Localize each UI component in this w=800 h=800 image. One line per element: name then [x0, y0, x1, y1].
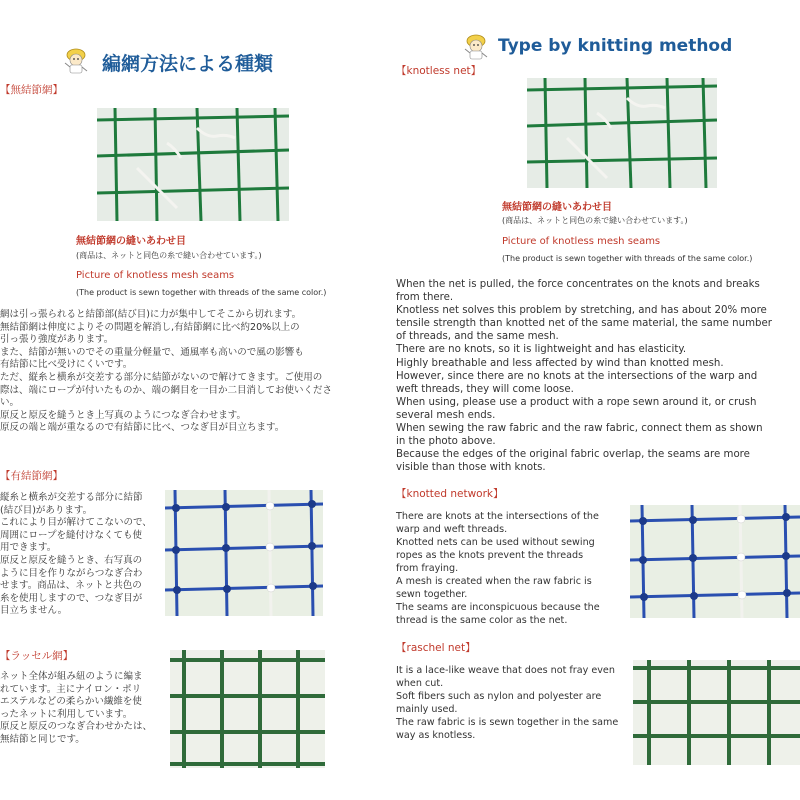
knotless-heading-en: 【knotless net】	[396, 65, 482, 77]
raschel-text-en: It is a lace-like weave that does not fray even when cut. Soft fibers such as nylon and polyester are mainly used. The raw fabric is is sewn together in the same way as knotless.	[396, 665, 619, 741]
knotless-caption-en-left: Picture of knotless mesh seams	[76, 270, 235, 281]
knotted-net-photo-right	[630, 505, 800, 618]
knotted-heading-en: 【knotted network】	[396, 488, 504, 500]
knotless-heading-jp: 【無結節網】	[0, 84, 63, 96]
knotless-caption-note-jp-right: (商品は、ネットと同色の糸で縫い合わせています。)	[502, 216, 688, 225]
mascot-icon	[462, 32, 490, 62]
knotless-text-en: When the net is pulled, the force concentrates on the knots and breaks from there. Knotless net solves this problem by stretching, and has about 20% more tensile strength than knotted net of the same material, the same number of threads, and the same mesh. There are no knots, so it is lightweight and has elasticity. Highly breathable and less affected by wind than knotted mesh. However, since there are no knots at the intersections of the warp and weft threads, they will come loose. When using, please use a product with a rope sewn around it, or crush several mesh ends. When sewing the raw fabric and the raw fabric, connect them as shown in the photo above. Because the edges of the original fabric overlap, the seams are more visible than those with knots.	[396, 279, 772, 474]
knotted-net-photo-left	[165, 490, 323, 616]
page-title-en: Type by knitting method	[498, 36, 733, 56]
knotless-caption-en-note: (The product is sewn together with threads of the same color.)	[502, 254, 753, 263]
raschel-text-jp: ネット全体が組み紐のように編ま れています。主にナイロン・ポリ エステルなどの柔らかい繊維を使 ったネットに利用しています。 原反と原反のつなぎ合わせかたは、 無結節と同じです。	[0, 671, 153, 745]
knotless-caption-jp-right: 無結節網の縫いあわせ目	[502, 202, 612, 213]
knotless-text-jp: 網は引っ張られると結節部(結び目)に力が集中してそこから切れます。 無結節網は伸度によりその問題を解消し,有結節網に比べ約20%以上の 引っ張り強度があります。 また、結節が無いのでその重量分軽量で、通風率も高いので風の影響も 有結節に比べ受けにくいです。 ただ、縦糸と横糸が交差する部分に結節がないので解けてきます。ご使用の 際は、端にロープが付いたものか、端の網目を一目か二目消してお使いくださ い。 原反と原反を縫うとき上写真のようにつなぎ合わせます。 原反の端と端が重なるので有結節に比べ、つなぎ目が目立ちます。	[0, 309, 333, 434]
left-title-block	[62, 46, 332, 76]
knotless-caption-jp: 無結節網の縫いあわせ目	[76, 236, 186, 247]
knotless-caption-note-jp: (商品は、ネットと同色の糸で縫い合わせています。)	[76, 251, 262, 260]
right-title-block	[462, 32, 762, 62]
raschel-heading-jp: 【ラッセル網】	[0, 650, 74, 662]
knotless-caption-en: Picture of knotless mesh seams	[502, 236, 661, 247]
knotted-text-jp: 縦糸と横糸が交差する部分に結節 (結び目)があります。 これにより目が解けてこないので、 周囲にロープを縫付けなくても使 用できます。 原反と原反を縫うとき、右写真の ように目を作りながらつなぎ合わ せます。商品は、ネットと共色の 糸を使用しますので、つなぎ目が 目立ちません。	[0, 492, 152, 617]
knotted-heading-jp: 【有結節網】	[0, 470, 63, 482]
knotless-caption-en-note-left: (The product is sewn together with threads of the same color.)	[76, 288, 327, 297]
raschel-heading-en: 【raschel net】	[396, 642, 476, 654]
knotless-seam-photo-right	[527, 78, 717, 188]
mascot-icon	[62, 46, 90, 76]
raschel-net-photo-left	[170, 650, 325, 768]
page-title-jp: 編網方法による種類	[102, 53, 274, 75]
knotted-text-en: There are knots at the intersections of the warp and weft threads. Knotted nets can be used without sewing ropes as the knots prevent the threads from fraying. A mesh is created when the raw fabric is sewn together. The seams are inconspicuous because the thread is the same color as the net.	[396, 511, 600, 626]
raschel-net-photo-right	[633, 660, 800, 765]
knotless-seam-photo	[97, 108, 289, 221]
